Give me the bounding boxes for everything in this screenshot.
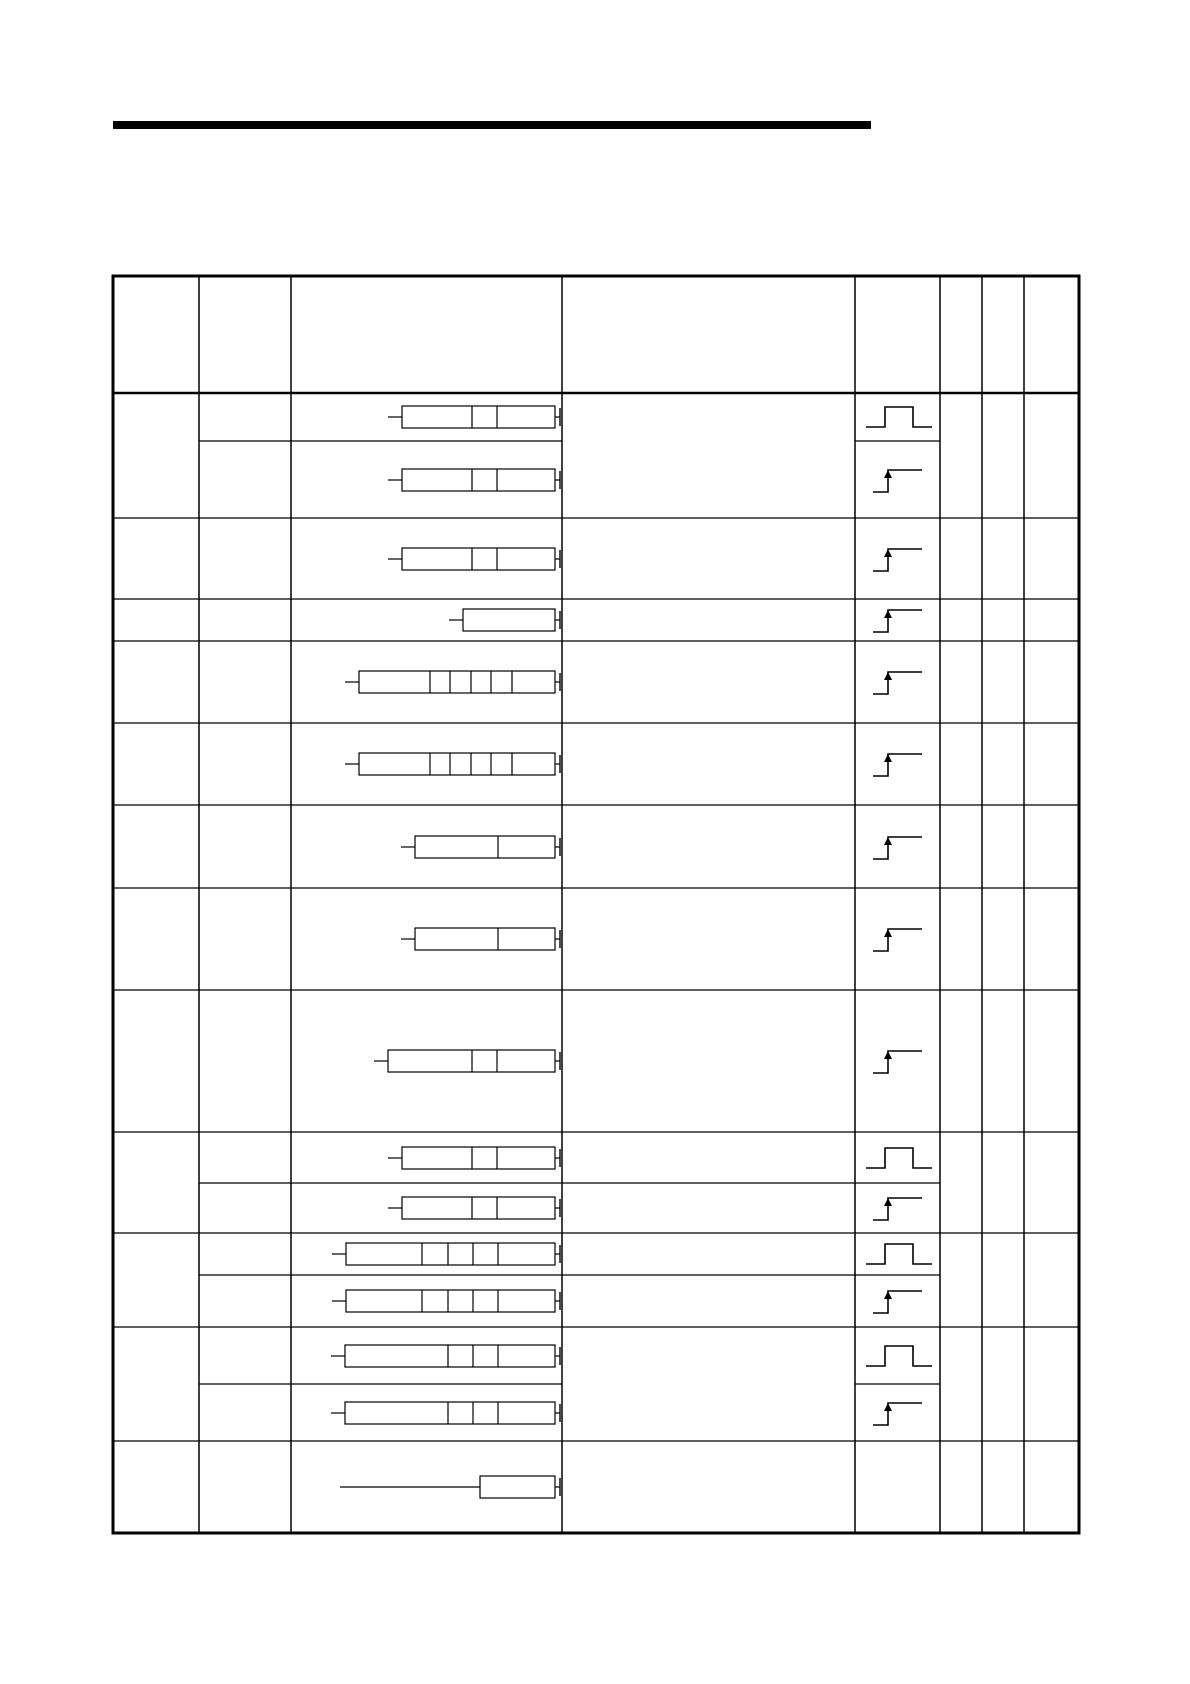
exec-condition-rising-icon — [873, 837, 922, 859]
exec-condition-rising-icon — [873, 1051, 922, 1073]
exec-condition-rising-icon — [873, 610, 922, 632]
exec-condition-rising-icon — [873, 470, 922, 492]
exec-condition-rising-icon — [873, 1198, 922, 1220]
exec-condition-arrow — [884, 610, 892, 618]
exec-condition-rising-icon — [873, 754, 922, 776]
instruction-symbol-box — [402, 548, 555, 570]
exec-condition-rising-icon — [873, 549, 922, 571]
heading-rule — [113, 121, 871, 129]
instruction-symbol-box — [415, 928, 555, 950]
exec-condition-arrow — [884, 754, 892, 762]
instruction-symbol-box — [359, 753, 555, 775]
instruction-symbol-box — [402, 1147, 555, 1169]
table-border — [113, 276, 1079, 1533]
exec-condition-arrow — [884, 929, 892, 937]
instruction-symbol-box — [346, 1243, 555, 1265]
exec-condition-arrow — [884, 672, 892, 680]
exec-condition-rising-icon — [873, 929, 922, 951]
exec-condition-arrow — [884, 1051, 892, 1059]
exec-condition-rising-icon — [873, 672, 922, 694]
exec-condition-arrow — [884, 470, 892, 478]
exec-condition-pulse-icon — [866, 1244, 932, 1264]
instruction-symbol-box — [463, 609, 555, 631]
exec-condition-arrow — [884, 1403, 892, 1411]
exec-condition-arrow — [884, 837, 892, 845]
instruction-symbol-box — [415, 836, 555, 858]
instruction-symbol-box — [359, 671, 555, 693]
exec-condition-pulse-icon — [866, 407, 932, 427]
instruction-symbol-box — [402, 406, 555, 428]
exec-condition-pulse-icon — [866, 1346, 932, 1366]
instruction-symbol-box — [402, 469, 555, 491]
instruction-table — [113, 276, 1079, 1533]
exec-condition-arrow — [884, 1198, 892, 1206]
instruction-symbol-box — [346, 1290, 555, 1312]
instruction-symbol-box — [480, 1476, 555, 1498]
exec-condition-rising-icon — [873, 1291, 922, 1313]
instruction-symbol-box — [402, 1197, 555, 1219]
instruction-symbol-box — [345, 1345, 555, 1367]
exec-condition-arrow — [884, 1291, 892, 1299]
table-rows — [113, 406, 1079, 1498]
exec-condition-rising-icon — [873, 1403, 922, 1425]
instruction-symbol-box — [345, 1402, 555, 1424]
exec-condition-pulse-icon — [866, 1148, 932, 1168]
exec-condition-arrow — [884, 549, 892, 557]
